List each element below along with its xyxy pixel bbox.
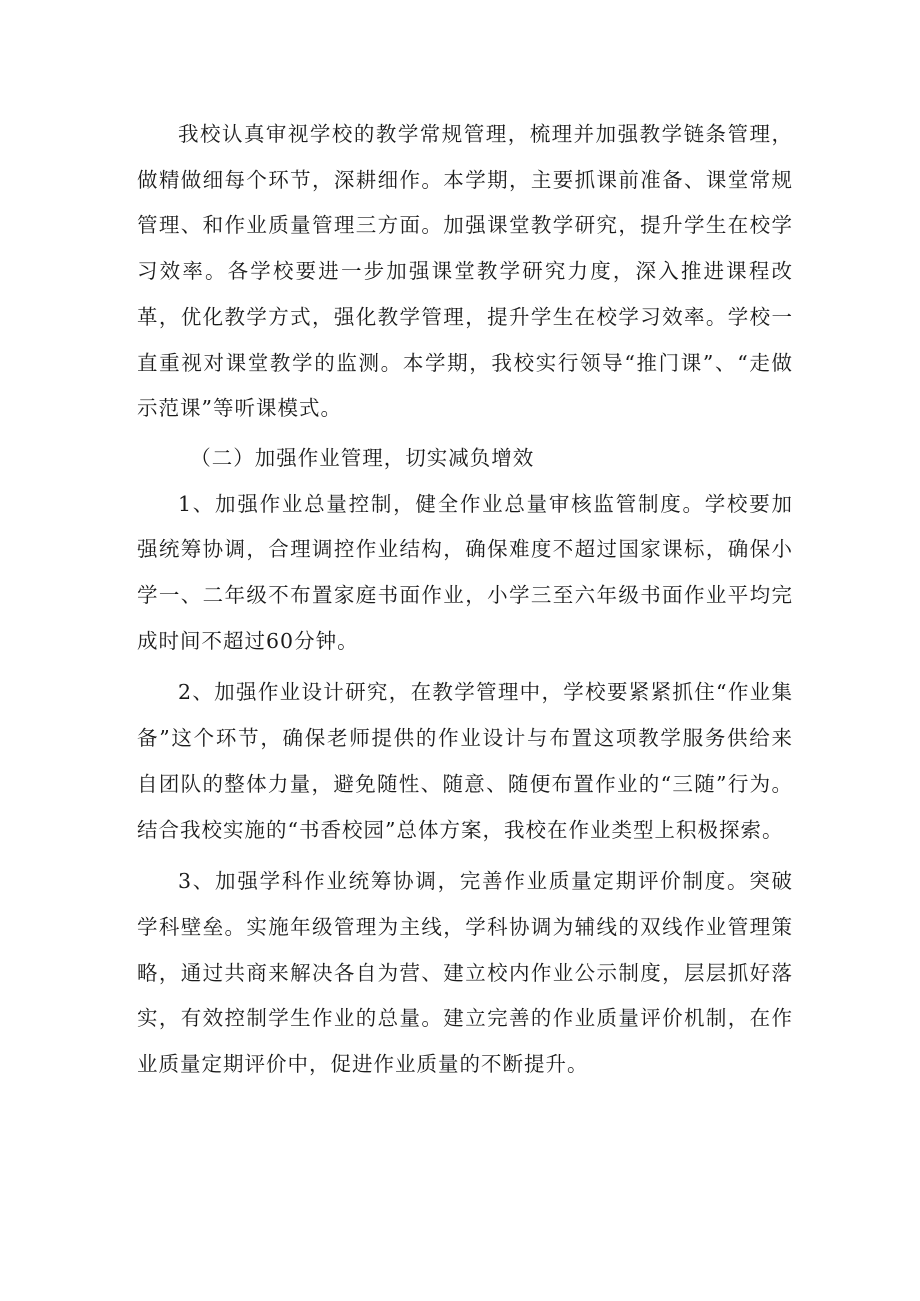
item-paragraph-3: 3、加强学科作业统筹协调，完善作业质量定期评价制度。突破学科壁垒。实施年级管理为主线，学科协调为辅线的双线作业管理策略，通过共商来解决各自为营、建立校内作业公示制度，层层抓好落实，有效控制学生作业的总量。建立完善的作业质量评价机制，在作业质量定期评价中，促进作业质量的不断提升。 [137, 869, 793, 1077]
item-paragraph-1: 1、加强作业总量控制，健全作业总量审核监管制度。学校要加强统筹协调，合理调控作业结构，确保难度不超过国家课标，确保小学一、二年级不布置家庭书面作业，小学三至六年级书面作业平均完成时间不超过60分钟。 [137, 491, 793, 653]
intro-paragraph: 我校认真审视学校的教学常规管理，梳理并加强教学链条管理，做精做细每个环节，深耕细作。本学期，主要抓课前准备、课堂常规管理、和作业质量管理三方面。加强课堂教学研究，提升学生在校学习效率。各学校要进一步加强课堂教学研究力度，深入推进课程改革，优化教学方式，强化教学管理，提升学生在校学习效率。学校一直重视对课堂教学的监测。本学期，我校实行领导“推门课”、“走做示范课”等听课模式。 [137, 122, 793, 421]
item-paragraph-2: 2、加强作业设计研究，在教学管理中，学校要紧紧抓住“作业集备”这个环节，确保老师提供的作业设计与布置这项教学服务供给来自团队的整体力量，避免随性、随意、随便布置作业的“三随”行为。结合我校实施的“书香校园”总体方案，我校在作业类型上积极探索。 [137, 680, 793, 842]
section-heading: （二）加强作业管理，切实减负增效 [190, 445, 535, 470]
document-page [137, 112, 793, 1088]
